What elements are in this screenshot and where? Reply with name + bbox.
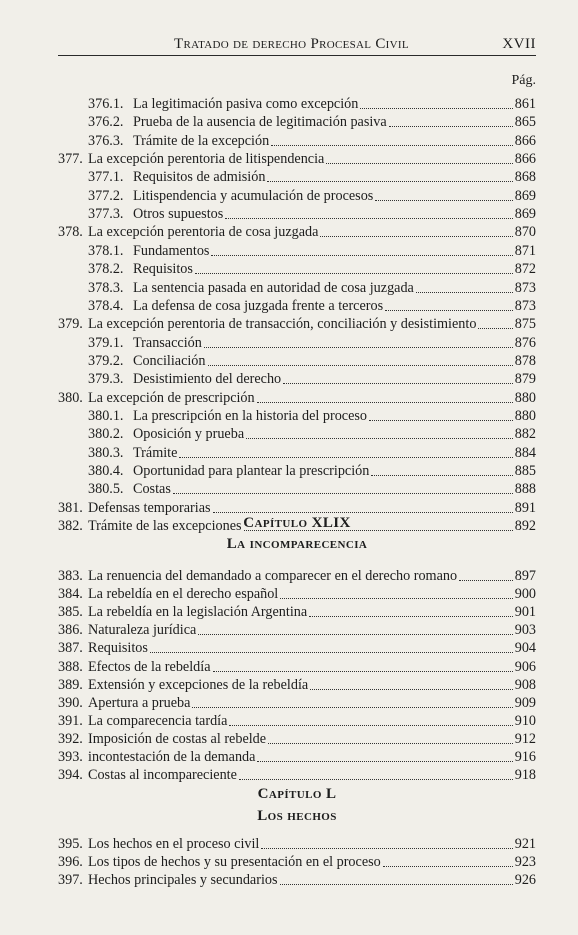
toc-entry xyxy=(58,677,536,696)
chapter-49-label: Capítulo XLIX xyxy=(243,515,351,531)
entry-number: 394. xyxy=(58,767,83,784)
dot-leader xyxy=(268,731,513,744)
entry-title: La sentencia pasada en autoridad de cosa juzgada xyxy=(133,279,414,296)
entry-title: Trámite de las excepciones xyxy=(88,518,242,535)
toc-entry xyxy=(58,408,536,427)
dot-leader xyxy=(310,677,513,690)
toc-entry xyxy=(58,604,536,623)
entry-title: La excepción de prescripción xyxy=(88,389,255,406)
toc-entry xyxy=(58,151,536,170)
entry-number: 391. xyxy=(58,712,83,729)
entry-number: 379.2. xyxy=(88,352,124,369)
entry-number: 379.1. xyxy=(88,334,124,351)
dot-leader xyxy=(369,408,513,421)
entry-title: La legitimación pasiva como excepción xyxy=(133,96,359,112)
toc-entry xyxy=(58,280,536,299)
toc-entry xyxy=(58,749,536,768)
dot-leader xyxy=(213,500,513,513)
entry-number: 380.5. xyxy=(88,481,124,498)
entry-page: 880 xyxy=(514,407,536,424)
entry-title: Efectos de la rebeldía xyxy=(88,658,211,675)
entry-page: 900 xyxy=(514,586,536,603)
entry-title: Oposición y prueba xyxy=(133,426,245,443)
entry-number: 377.3. xyxy=(88,206,124,223)
entry-page: 908 xyxy=(514,676,536,693)
dot-leader xyxy=(257,749,512,762)
entry-number: 396. xyxy=(58,854,83,871)
entry-title: Los tipos de hechos y su presentación en el proceso xyxy=(88,854,381,871)
toc-entry xyxy=(58,353,536,372)
toc-entry xyxy=(58,188,536,207)
entry-number: 378. xyxy=(58,224,83,241)
dot-leader xyxy=(267,169,512,182)
dot-leader xyxy=(225,206,512,219)
running-header xyxy=(58,33,536,56)
dot-leader xyxy=(239,767,513,780)
entry-title: Fundamentos xyxy=(133,242,210,259)
dot-leader xyxy=(371,463,512,476)
entry-number: 380.2. xyxy=(88,426,124,443)
entry-title: Requisitos xyxy=(88,640,148,657)
dot-leader xyxy=(208,353,513,366)
entry-title: Oportunidad para plantear la prescripción xyxy=(133,463,370,479)
chapter-50-label: Capítulo L xyxy=(257,786,337,802)
entry-number: 380.4. xyxy=(88,463,124,479)
toc-entry xyxy=(58,731,536,750)
dot-leader xyxy=(195,261,513,274)
dot-leader xyxy=(389,114,513,127)
toc-entry xyxy=(58,872,536,891)
entry-title: Conciliación xyxy=(133,352,206,369)
toc-entry xyxy=(58,767,536,786)
entry-title: La renuencia del demandado a comparecer en el derecho romano xyxy=(88,568,458,584)
entry-title: La defensa de cosa juzgada frente a terceros xyxy=(133,297,384,314)
entry-page: 888 xyxy=(514,481,536,498)
entry-title: Prueba de la ausencia de legitimación pasiva xyxy=(133,114,387,131)
dot-leader xyxy=(229,713,512,726)
dot-leader xyxy=(383,854,513,867)
entry-title: La rebeldía en el derecho español xyxy=(88,586,279,603)
entry-page: 873 xyxy=(514,279,536,296)
toc-entry xyxy=(58,261,536,280)
toc-entry xyxy=(58,481,536,500)
entry-page: 869 xyxy=(514,187,536,204)
entry-page: 869 xyxy=(514,206,536,223)
entry-page: 910 xyxy=(514,712,536,729)
entry-number: 377.2. xyxy=(88,187,124,204)
entry-number: 380. xyxy=(58,389,83,406)
dot-leader xyxy=(198,622,512,635)
toc-entry xyxy=(58,335,536,354)
entry-number: 378.2. xyxy=(88,261,124,278)
toc-entry xyxy=(58,298,536,317)
entry-title: Costas xyxy=(133,481,171,498)
entry-number: 378.1. xyxy=(88,242,124,259)
entry-page: 923 xyxy=(514,854,536,871)
entry-number: 378.3. xyxy=(88,279,124,296)
dot-leader xyxy=(326,151,512,164)
dot-leader xyxy=(280,872,513,885)
entry-title: Apertura a prueba xyxy=(88,694,191,711)
entry-page: 861 xyxy=(514,96,536,112)
toc-entry xyxy=(58,133,536,152)
entry-page: 906 xyxy=(514,658,536,675)
toc-entry xyxy=(58,243,536,262)
entry-number: 393. xyxy=(58,749,83,765)
entry-number: 384. xyxy=(58,586,83,603)
entry-number: 387. xyxy=(58,640,83,657)
entry-number: 377.1. xyxy=(88,169,124,186)
entry-title: incontestación de la demanda xyxy=(88,749,256,765)
dot-leader xyxy=(416,280,513,293)
entry-page: 892 xyxy=(514,518,536,535)
entry-title: Trámite xyxy=(133,444,178,461)
entry-page: 918 xyxy=(514,767,536,784)
entry-page: 865 xyxy=(514,114,536,131)
dot-leader xyxy=(360,96,512,109)
toc-entry xyxy=(58,568,536,587)
toc-entry xyxy=(58,169,536,188)
entry-page: 875 xyxy=(514,316,536,333)
toc-entry xyxy=(58,224,536,243)
entry-number: 376.1. xyxy=(88,96,124,112)
entry-page: 871 xyxy=(514,242,536,259)
toc-entry xyxy=(58,371,536,390)
entry-page: 885 xyxy=(514,463,536,479)
page-column-label: Pág. xyxy=(511,73,536,88)
entry-title: Otros supuestos xyxy=(133,206,224,223)
entry-page: 912 xyxy=(514,730,536,747)
toc-entry xyxy=(58,426,536,445)
dot-leader xyxy=(211,243,512,256)
dot-leader xyxy=(459,568,513,581)
entry-page: 903 xyxy=(514,622,536,639)
entry-page: 897 xyxy=(514,568,536,584)
entry-page: 901 xyxy=(514,604,536,621)
entry-title: Desistimiento del derecho xyxy=(133,371,282,388)
dot-leader xyxy=(173,481,513,494)
entry-page: 891 xyxy=(514,499,536,516)
chapter-49-title: La incomparecencia xyxy=(226,536,368,552)
toc-entry xyxy=(58,640,536,659)
entry-number: 386. xyxy=(58,622,83,639)
entry-number: 376.3. xyxy=(88,132,124,149)
entry-title: Hechos principales y secundarios xyxy=(88,872,278,889)
entry-number: 379.3. xyxy=(88,371,124,388)
dot-leader xyxy=(320,224,512,237)
toc-entry xyxy=(58,114,536,133)
dot-leader xyxy=(309,604,513,617)
entry-number: 377. xyxy=(58,151,83,168)
entry-page: 879 xyxy=(514,371,536,388)
entry-number: 378.4. xyxy=(88,297,124,314)
chapter-50-title: Los hechos xyxy=(257,808,337,824)
entry-page: 870 xyxy=(514,224,536,241)
entry-number: 376.2. xyxy=(88,114,124,131)
entry-title: Transacción xyxy=(133,334,202,351)
entry-title: Naturaleza jurídica xyxy=(88,622,197,639)
entry-number: 397. xyxy=(58,872,83,889)
dot-leader xyxy=(192,695,512,708)
entry-title: La excepción perentoria de transacción, conciliación y desistimiento xyxy=(88,316,477,333)
entry-page: 884 xyxy=(514,444,536,461)
dot-leader xyxy=(246,426,513,439)
entry-number: 380.3. xyxy=(88,444,124,461)
entry-number: 383. xyxy=(58,568,83,584)
toc-entry xyxy=(58,713,536,732)
dot-leader xyxy=(150,640,513,653)
toc-entry xyxy=(58,695,536,714)
entry-title: Extensión y excepciones de la rebeldía xyxy=(88,676,309,693)
toc-entry xyxy=(58,463,536,482)
entry-page: 916 xyxy=(514,749,536,765)
toc-entry xyxy=(58,622,536,641)
entry-title: Costas al incompareciente xyxy=(88,767,237,784)
entry-number: 390. xyxy=(58,694,83,711)
entry-title: La excepción perentoria de cosa juzgada xyxy=(88,224,319,241)
entry-number: 381. xyxy=(58,499,83,516)
entry-page: 866 xyxy=(514,132,536,149)
entry-number: 379. xyxy=(58,316,83,333)
entry-title: Litispendencia y acumulación de procesos xyxy=(133,187,374,204)
entry-title: Imposición de costas al rebelde xyxy=(88,730,267,747)
entry-page: 909 xyxy=(514,694,536,711)
entry-page: 880 xyxy=(514,389,536,406)
header-title: Tratado de derecho Procesal Civil xyxy=(174,36,409,52)
entry-page: 868 xyxy=(514,169,536,186)
dot-leader xyxy=(213,659,513,672)
entry-page: 882 xyxy=(514,426,536,443)
dot-leader xyxy=(283,371,513,384)
entry-title: Requisitos de admisión xyxy=(133,169,266,186)
toc-entry xyxy=(58,586,536,605)
entry-page: 876 xyxy=(514,334,536,351)
dot-leader xyxy=(204,335,513,348)
dot-leader xyxy=(385,298,513,311)
dot-leader xyxy=(280,586,512,599)
entry-number: 395. xyxy=(58,836,83,852)
toc-entry xyxy=(58,445,536,464)
entry-title: La excepción perentoria de litispendencia xyxy=(88,151,325,168)
toc-entry xyxy=(58,96,536,115)
header-page-number: XVII xyxy=(502,36,536,52)
entry-number: 385. xyxy=(58,604,83,621)
entry-number: 380.1. xyxy=(88,407,124,424)
entry-page: 873 xyxy=(514,297,536,314)
entry-page: 866 xyxy=(514,151,536,168)
dot-leader xyxy=(179,445,512,458)
entry-number: 382. xyxy=(58,518,83,535)
entry-title: La rebeldía en la legislación Argentina xyxy=(88,604,308,621)
entry-title: Defensas temporarias xyxy=(88,499,211,516)
entry-page: 872 xyxy=(514,261,536,278)
dot-leader xyxy=(375,188,512,201)
entry-number: 389. xyxy=(58,676,83,693)
toc-entry xyxy=(58,854,536,873)
entry-page: 926 xyxy=(514,872,536,889)
entry-title: Requisitos xyxy=(133,261,193,278)
toc-entry xyxy=(58,659,536,678)
toc-entry xyxy=(58,316,536,335)
entry-number: 388. xyxy=(58,658,83,675)
dot-leader xyxy=(271,133,513,146)
dot-leader xyxy=(478,316,512,329)
toc-entry xyxy=(58,836,536,855)
entry-number: 392. xyxy=(58,730,83,747)
dot-leader xyxy=(261,836,512,849)
entry-page: 878 xyxy=(514,352,536,369)
entry-title: La prescripción en la historia del proceso xyxy=(133,407,368,424)
entry-title: La comparecencia tardía xyxy=(88,712,228,729)
dot-leader xyxy=(257,390,513,403)
entry-page: 921 xyxy=(514,836,536,852)
toc-entry xyxy=(58,390,536,409)
toc-entry xyxy=(58,206,536,225)
entry-page: 904 xyxy=(514,640,536,657)
entry-title: Trámite de la excepción xyxy=(133,132,270,149)
entry-title: Los hechos en el proceso civil xyxy=(88,836,260,852)
